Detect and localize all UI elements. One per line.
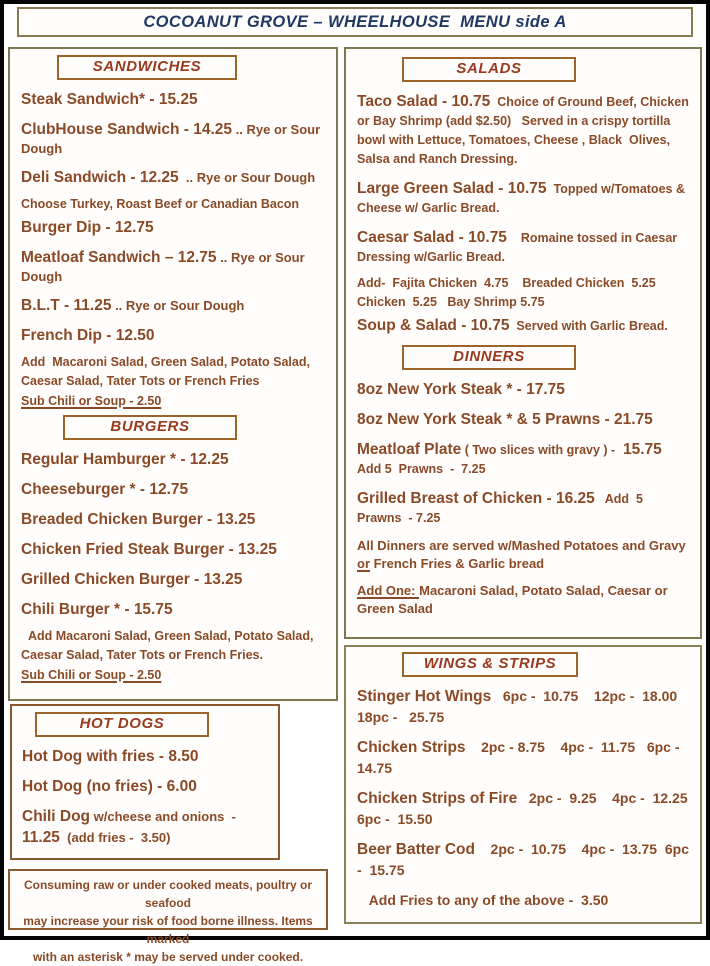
menu-item-segment: Deli Sandwich - 12.25	[21, 169, 179, 186]
section-header-salads	[402, 57, 576, 82]
menu-item	[357, 91, 691, 169]
menu-item-segment: Served with Garlic Bread.	[509, 319, 668, 333]
menu-item	[22, 746, 270, 767]
section-title: DINNERS	[453, 348, 525, 365]
menu-item-segment: Add 5 Prawns - 7.25	[357, 492, 650, 525]
menu-item-segment: Choice of Ground Beef, Chicken or Bay Shrimp (add $2.50) Served in a crispy tortilla bowl with Lettuce, Tomatoes, Cheese , Black Olives, Salsa and Ranch Dressing.	[357, 95, 693, 166]
section-header-dinners	[402, 345, 576, 370]
menu-item-segment: Sub Chili or Soup - 2.50	[21, 668, 162, 682]
menu-item-segment: Grilled Chicken Burger - 13.25	[21, 571, 243, 588]
menu-item-segment: 8oz New York Steak * & 5 Prawns - 21.75	[357, 411, 653, 428]
menu-item	[357, 409, 691, 430]
dinners-items	[357, 379, 691, 618]
menu-item	[357, 379, 691, 400]
menu-item-segment: Soup & Salad - 10.75	[357, 317, 510, 334]
menu-title-box	[17, 7, 693, 37]
menu-item-segment: Add- Fajita Chicken 4.75 Breaded Chicken 5.25 Chicken 5.25 Bay Shrimp 5.75	[357, 276, 663, 309]
menu-item-segment: Stinger Hot Wings	[357, 688, 492, 705]
menu-item-segment: or	[357, 556, 370, 571]
menu-item	[357, 582, 691, 618]
menu-item	[21, 195, 326, 214]
menu-item	[22, 806, 270, 848]
menu-item-segment: Chicken Strips of Fire	[357, 790, 518, 807]
menu-item	[21, 599, 326, 620]
menu-item-segment: 2pc - 8.75 4pc - 11.75 6pc - 14.75	[357, 739, 684, 776]
menu-item	[21, 479, 326, 500]
menu-item	[357, 537, 691, 573]
menu-item-segment: Sub Chili or Soup - 2.50	[21, 394, 162, 408]
menu-item	[357, 227, 691, 267]
menu-item	[21, 569, 326, 590]
menu-item	[357, 737, 691, 779]
menu-item	[21, 449, 326, 470]
menu-item-segment: Meatloaf Plate	[357, 441, 462, 458]
hot-dogs-panel	[10, 704, 280, 860]
menu-item-segment: Add One:	[357, 583, 420, 598]
menu-item-segment: 2pc - 10.75 4pc - 13.75 6pc - 15.75	[357, 841, 693, 878]
section-title: SALADS	[456, 60, 522, 77]
menu-item-segment: ( Two slices with gravy ) -	[461, 443, 619, 457]
menu-item-segment: 11.25	[22, 829, 60, 846]
page-title: COCOANUT GROVE – WHEELHOUSE MENU side A	[143, 12, 567, 31]
menu-item	[357, 686, 691, 728]
menu-item-segment: All Dinners are served w/Mashed Potatoes and Gravy	[357, 538, 690, 553]
menu-item-segment: French Fries & Garlic bread	[370, 556, 545, 571]
menu-item-segment: Hot Dog with fries - 8.50	[22, 748, 199, 765]
salads-dinners-panel	[344, 47, 702, 639]
menu-item-segment: ClubHouse Sandwich - 14.25	[21, 121, 233, 138]
menu-item	[357, 839, 691, 881]
menu-item-segment: B.L.T - 11.25	[21, 297, 112, 314]
menu-item-segment: Choose Turkey, Roast Beef or Canadian Bacon	[21, 197, 300, 211]
menu-item	[21, 539, 326, 560]
menu-item	[21, 89, 326, 110]
wings-items	[357, 686, 696, 911]
menu-item-segment: (add fries - 3.50)	[59, 830, 171, 845]
menu-item	[21, 295, 326, 316]
menu-item-segment: 6pc - 10.75 12pc - 18.00 18pc - 25.75	[357, 688, 685, 725]
section-title: WINGS & STRIPS	[423, 655, 557, 672]
menu-item-segment: Beer Batter Cod	[357, 841, 475, 858]
section-title: HOT DOGS	[79, 715, 165, 732]
sandwiches-items	[21, 89, 326, 411]
menu-item	[21, 666, 326, 685]
menu-item	[357, 488, 691, 528]
menu-item	[21, 353, 326, 391]
menu-item-segment: Steak Sandwich* - 15.25	[21, 91, 198, 108]
menu-item-segment: Taco Salad - 10.75	[357, 93, 491, 110]
hotdogs-items	[22, 746, 270, 848]
menu-item-segment: French Dip - 12.50	[21, 327, 155, 344]
menu-item-segment: Chili Dog	[22, 808, 91, 825]
menu-item-segment: .. Rye or Sour Dough	[21, 122, 324, 156]
menu-item-segment: 8oz New York Steak * - 17.75	[357, 381, 565, 398]
menu-item	[21, 325, 326, 346]
menu-item-segment: .. Rye or Sour Dough	[178, 170, 316, 185]
menu-item-segment: .. Rye or Sour Dough	[21, 250, 309, 284]
menu-item-segment: Meatloaf Sandwich – 12.75	[21, 249, 217, 266]
menu-item-segment: Chicken Strips	[357, 739, 466, 756]
menu-item	[21, 509, 326, 530]
menu-item	[357, 439, 691, 479]
menu-item-segment: Chicken Fried Steak Burger - 13.25	[21, 541, 277, 558]
disclaimer-line: with an asterisk * may be served under cooked.	[32, 950, 304, 964]
menu-item-segment: Breaded Chicken Burger - 13.25	[21, 511, 256, 528]
disclaimer-box	[8, 869, 328, 964]
menu-item-segment: Romaine tossed in Caesar Dressing w/Garlic Bread.	[357, 231, 681, 264]
menu-item-segment: Hot Dog (no fries) - 6.00	[22, 778, 197, 795]
section-header-hot-dogs	[35, 712, 209, 737]
menu-item	[357, 178, 691, 218]
menu-item	[21, 217, 326, 238]
menu-item-segment: Cheeseburger * - 12.75	[21, 481, 189, 498]
menu-item-segment: Large Green Salad - 10.75	[357, 180, 547, 197]
menu-item-segment: Topped w/Tomatoes & Cheese w/ Garlic Bread.	[357, 182, 689, 215]
menu-item	[357, 890, 691, 911]
section-title: SANDWICHES	[92, 58, 202, 75]
section-header-burgers	[63, 415, 237, 440]
menu-item	[357, 274, 691, 312]
menu-item	[21, 119, 326, 158]
section-header-sandwiches	[57, 55, 237, 80]
menu-item-segment: Grilled Breast of Chicken - 16.25	[357, 490, 595, 507]
menu-item	[22, 776, 270, 797]
menu-item-segment: .. Rye or Sour Dough	[111, 298, 245, 313]
menu-item	[21, 167, 326, 188]
menu-item-segment: Chili Burger * - 15.75	[21, 601, 173, 618]
menu-item-segment: 15.75	[618, 441, 662, 458]
menu-item-segment: Add Macaroni Salad, Green Salad, Potato Salad, Caesar Salad, Tater Tots or French Fries	[21, 355, 314, 388]
section-header-wings-strips	[402, 652, 578, 677]
disclaimer-line: Consuming raw or under cooked meats, poultry or seafood	[23, 878, 313, 910]
sandwiches-burgers-panel	[8, 47, 338, 701]
menu-item-segment: w/cheese and onions -	[90, 809, 240, 824]
menu-item	[21, 627, 326, 665]
menu-item-segment: Add 5 Prawns - 7.25	[357, 443, 672, 476]
menu-item-segment: Add Macaroni Salad, Green Salad, Potato Salad, Caesar Salad, Tater Tots or French Fries.	[21, 629, 317, 662]
menu-item-segment: Burger Dip - 12.75	[21, 219, 154, 236]
menu-item-segment: Add Fries to any of the above - 3.50	[357, 892, 609, 908]
salads-items	[357, 91, 691, 336]
menu-item	[21, 392, 326, 411]
menu-item-segment: Regular Hamburger * - 12.25	[21, 451, 229, 468]
menu-item	[21, 247, 326, 286]
menu-item-segment: Caesar Salad - 10.75	[357, 229, 507, 246]
menu-item	[357, 788, 696, 830]
section-title: BURGERS	[110, 418, 190, 435]
disclaimer-line: may increase your risk of food borne illness. Items marked	[23, 914, 313, 946]
menu-item-segment: 2pc - 9.25 4pc - 12.25 6pc - 15.50	[357, 790, 696, 827]
wings-strips-panel	[344, 645, 702, 924]
menu-item	[357, 315, 691, 336]
burgers-items	[21, 449, 326, 685]
menu-item-segment: Macaroni Salad, Potato Salad, Caesar or Green Salad	[357, 583, 672, 616]
